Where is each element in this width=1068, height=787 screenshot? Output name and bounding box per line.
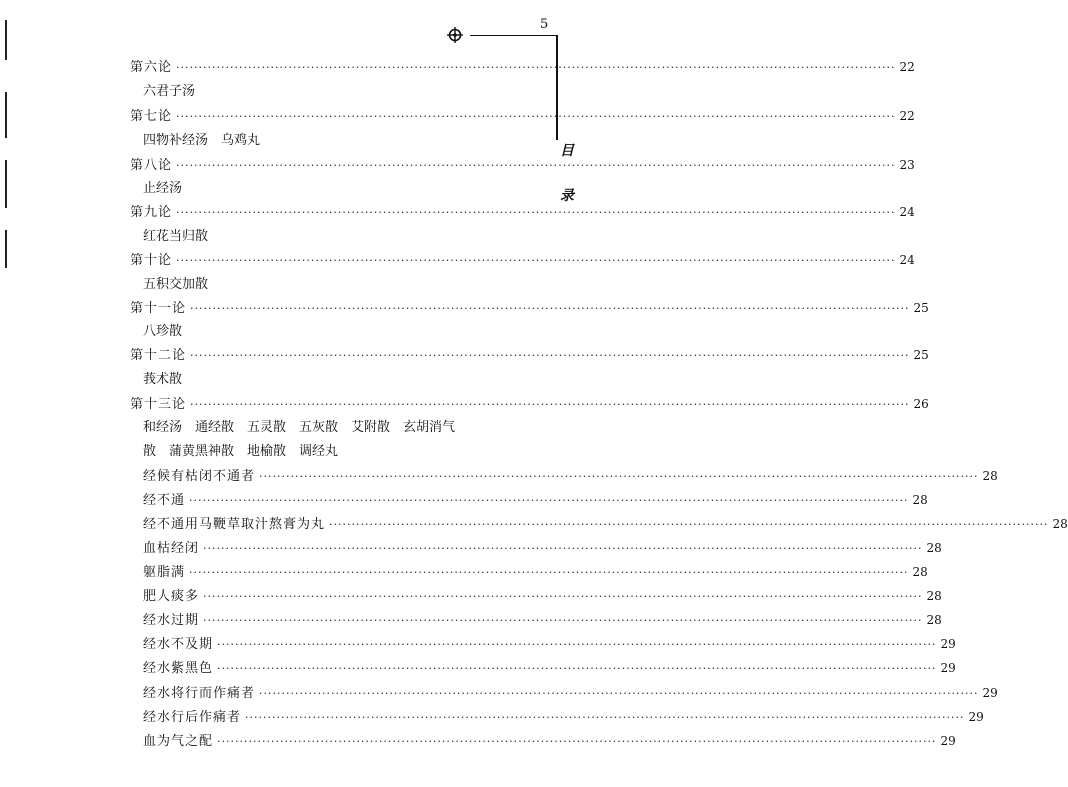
dot-leader: ································································································································································	[217, 638, 937, 651]
toc-entry-label: 肥人痰多	[143, 589, 200, 604]
toc-page-number: 22	[899, 109, 915, 123]
dot-leader: ································································································································································	[217, 662, 937, 675]
toc-page-number: 25	[913, 348, 929, 362]
toc-page-number: 28	[982, 469, 998, 483]
toc-entry-label: 经不通用马鞭草取汁熬膏为丸	[143, 517, 326, 532]
page-number: 5	[540, 17, 549, 32]
toc-page-number: 28	[926, 541, 942, 555]
toc-page-number: 29	[940, 661, 956, 675]
toc-note: 和经汤 通经散 五灵散 五灰散 艾附散 玄胡消气	[143, 420, 456, 435]
toc-chapter[interactable]	[130, 345, 929, 365]
toc-entry-label: 经水行后作痛者	[143, 710, 242, 725]
toc-chapter[interactable]	[130, 298, 929, 318]
toc-page-number: 28	[912, 493, 928, 507]
toc-item[interactable]	[143, 562, 928, 582]
dot-leader: ································································································································································	[189, 494, 909, 507]
toc-entry-label: 第六论	[130, 60, 173, 75]
toc-note: 散 蒲黄黑神散 地榆散 调经丸	[143, 444, 339, 459]
toc-entry-label: 经水不及期	[143, 637, 214, 652]
dot-leader: ································································································································································	[329, 518, 1049, 531]
toc-entry-label: 经水过期	[143, 613, 200, 628]
toc-page-number: 28	[926, 589, 942, 603]
toc-page-number: 29	[940, 637, 956, 651]
toc-entry-label: 躯脂满	[143, 565, 186, 580]
dot-leader: ································································································································································	[245, 711, 965, 724]
dot-leader: ································································································································································	[259, 687, 979, 700]
toc-item[interactable]	[143, 586, 942, 606]
toc-page-number: 26	[913, 397, 929, 411]
dot-leader: ································································································································································	[176, 61, 896, 74]
toc-item[interactable]	[143, 610, 942, 630]
toc-note: 红花当归散	[143, 229, 209, 244]
toc-page-number: 28	[912, 565, 928, 579]
header-rule	[470, 35, 556, 36]
toc-item[interactable]	[143, 731, 956, 751]
dot-leader: ································································································································································	[259, 470, 979, 483]
toc-chapter[interactable]	[130, 57, 915, 77]
dot-leader: ································································································································································	[176, 206, 896, 219]
toc-entry-label: 血枯经闭	[143, 541, 200, 556]
toc-chapter[interactable]	[130, 202, 915, 222]
toc-item[interactable]	[143, 707, 984, 727]
dot-leader: ································································································································································	[176, 254, 896, 267]
toc-entry-label: 第十论	[130, 253, 173, 268]
side-label-lu: 录	[560, 188, 574, 204]
toc-item[interactable]	[143, 683, 998, 703]
toc-page-number: 23	[899, 158, 915, 172]
toc-chapter[interactable]	[130, 250, 915, 270]
toc-entry-label: 第十一论	[130, 301, 187, 316]
ornament-icon	[447, 27, 463, 43]
dot-leader: ································································································································································	[217, 735, 937, 748]
toc-note: 八珍散	[143, 324, 183, 339]
toc-page-number: 24	[899, 253, 915, 267]
toc-item[interactable]	[143, 538, 942, 558]
toc-note: 六君子汤	[143, 84, 196, 99]
toc-page-number: 25	[913, 301, 929, 315]
toc-note: 莪术散	[143, 372, 183, 387]
dot-leader: ································································································································································	[190, 349, 910, 362]
toc-item[interactable]	[143, 490, 928, 510]
toc-entry-label: 经水将行而作痛者	[143, 686, 256, 701]
scan-margin-mark	[5, 160, 7, 208]
dot-leader: ································································································································································	[190, 302, 910, 315]
toc-page-number: 29	[940, 734, 956, 748]
toc-item[interactable]	[143, 634, 956, 654]
toc-page-number: 28	[926, 613, 942, 627]
toc-chapter[interactable]	[130, 394, 929, 414]
toc-entry-label: 经水紫黑色	[143, 661, 214, 676]
toc-item[interactable]	[143, 466, 998, 486]
side-label-mu: 目	[560, 143, 574, 159]
dot-leader: ································································································································································	[189, 566, 909, 579]
toc-chapter[interactable]	[130, 106, 915, 126]
dot-leader: ································································································································································	[176, 110, 896, 123]
toc-item[interactable]	[143, 658, 956, 678]
dot-leader: ································································································································································	[203, 590, 923, 603]
toc-item[interactable]	[143, 514, 1068, 534]
scan-margin-mark	[5, 20, 7, 60]
dot-leader: ································································································································································	[190, 398, 910, 411]
toc-note: 止经汤	[143, 181, 183, 196]
toc-entry-label: 第九论	[130, 205, 173, 220]
toc-chapter[interactable]	[130, 155, 915, 175]
toc-page-number: 24	[899, 205, 915, 219]
toc-entry-label: 经候有枯闭不通者	[143, 469, 256, 484]
toc-note: 四物补经汤 乌鸡丸	[143, 133, 261, 148]
toc-page-number: 28	[1052, 517, 1068, 531]
toc-entry-label: 第十二论	[130, 348, 187, 363]
dot-leader: ································································································································································	[203, 614, 923, 627]
scan-margin-mark	[5, 92, 7, 138]
toc-entry-label: 第八论	[130, 158, 173, 173]
scan-margin-mark	[5, 230, 7, 268]
toc-note: 五积交加散	[143, 277, 209, 292]
toc-page-number: 29	[982, 686, 998, 700]
toc-page-number: 29	[968, 710, 984, 724]
dot-leader: ································································································································································	[176, 159, 896, 172]
toc-entry-label: 第十三论	[130, 397, 187, 412]
dot-leader: ································································································································································	[203, 542, 923, 555]
toc-entry-label: 第七论	[130, 109, 173, 124]
toc-entry-label: 经不通	[143, 493, 186, 508]
toc-page-number: 22	[899, 60, 915, 74]
toc-entry-label: 血为气之配	[143, 734, 214, 749]
